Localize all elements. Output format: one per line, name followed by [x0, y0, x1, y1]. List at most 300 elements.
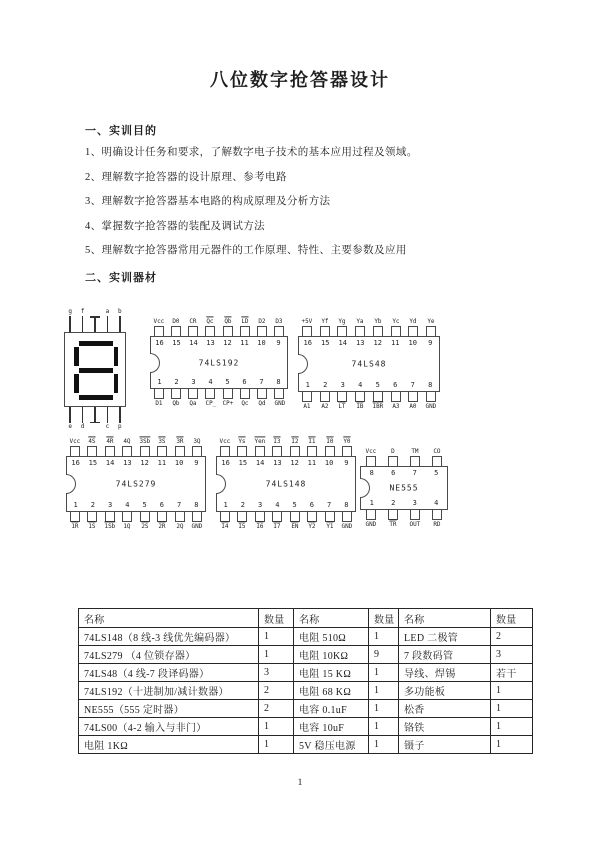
chip-pin-label-cell: [339, 436, 357, 446]
pin-label: [89, 522, 96, 530]
pin-label: GND: [191, 522, 203, 530]
chip-name: 74LS48: [351, 359, 387, 369]
chip-pin-label-cell: [236, 316, 253, 326]
chip-pin-label-cell: [334, 402, 352, 412]
pin-label: [326, 522, 333, 530]
pin-line: [94, 316, 96, 332]
pin-square: [274, 326, 284, 336]
pin-label: [224, 317, 231, 325]
pin-square: [410, 510, 420, 520]
pin-number: 8: [194, 501, 199, 509]
chip-pin-cell: [321, 446, 339, 456]
pin-label: [274, 437, 281, 445]
table-cell: 74LS279 （4 位锁存器）: [79, 646, 259, 664]
pin-label: [141, 522, 148, 530]
chip-pin-label-cell: [234, 522, 252, 532]
chip-pin-cell: [369, 326, 387, 336]
chip-pin-label-cell: [185, 399, 202, 409]
chip-body: [150, 336, 288, 389]
pin-square: [192, 512, 202, 522]
chip-pin-cell: [234, 512, 252, 522]
pin-number: 16: [155, 339, 164, 347]
chip-pin-label-cell: [304, 436, 322, 446]
pin-number: 5: [225, 378, 230, 386]
table-cell: 1: [369, 718, 399, 736]
sevenseg-pin: [76, 407, 88, 423]
pin-square: [366, 510, 376, 520]
chip-top-pins: [150, 326, 288, 336]
chip-pin-label-cell: [251, 436, 269, 446]
pin-number: 6: [159, 501, 164, 509]
pin-label-overline: $\overline{LT}$: [338, 402, 346, 410]
pin-label: [207, 317, 214, 325]
pin-label: CP_: [204, 399, 216, 407]
pin-number: 2: [323, 381, 328, 389]
chip-pin-label-cell: [189, 522, 207, 532]
table-header-cell: 数量: [369, 609, 399, 628]
pin-label-overline: $\overline{IB}$: [356, 402, 364, 410]
pin-square: [240, 326, 250, 336]
chip-pin-label-cell: [334, 316, 352, 326]
chip-pin-label-cell: [219, 399, 236, 409]
chip-pin-cell: [422, 392, 440, 402]
pin-number: 7: [410, 381, 415, 389]
pin-square: [373, 392, 383, 402]
pin-number: 13: [123, 459, 132, 467]
pin-label-overline: 1R: [71, 522, 79, 530]
chip-pin-label-cell: [119, 436, 137, 446]
chip-pin-label-cell: [202, 399, 219, 409]
chip-pin-label-cell: [316, 402, 334, 412]
pin-number: 5: [375, 381, 380, 389]
sevenseg-pin: [76, 316, 88, 332]
chip-pin-label-cell: [426, 446, 448, 456]
pin-number: 16: [303, 339, 312, 347]
chip-pin-label-cell: [219, 316, 236, 326]
chip-pin-cell: [189, 446, 207, 456]
chip-pin-cell: [298, 392, 316, 402]
chip-pin-label-cell: [136, 522, 154, 532]
pin-label-overline: 1Sb: [104, 522, 116, 530]
table-cell: 电阻 1KΩ: [79, 736, 259, 754]
pin-square: [157, 446, 167, 456]
chip-pin-label-cell: [298, 402, 316, 412]
chip-pin-cell: [202, 389, 219, 399]
pin-label: A3: [392, 402, 400, 410]
pin-label: Ya: [356, 317, 364, 325]
pin-line: [119, 407, 121, 423]
pin-label: p: [118, 423, 122, 430]
pin-label-overline: $\overline{LD}$: [241, 317, 249, 325]
pin-label-overline: $\overline{Yen}$: [254, 437, 266, 445]
pin-number: 6: [391, 469, 396, 477]
pin-label: Vcc: [219, 437, 231, 445]
chip-pin-cell: [269, 446, 287, 456]
pin-number: 11: [157, 459, 167, 467]
pin-square: [272, 446, 282, 456]
pin-square: [337, 326, 347, 336]
chip-body: [298, 336, 440, 392]
chip-body: [360, 466, 448, 510]
pin-number: 12: [223, 339, 232, 347]
chip-pin-cell: [254, 389, 271, 399]
sevenseg-top-labels: [64, 306, 126, 316]
table-cell: 多功能板: [399, 682, 491, 700]
chip-top-pin-numbers: [361, 469, 447, 477]
pin-number: 3: [340, 381, 345, 389]
pin-label-overline: 1S: [88, 522, 96, 530]
chip-pin-label-cell: [185, 316, 202, 326]
pin-number: 1: [223, 501, 228, 509]
table-cell: 2: [491, 628, 533, 646]
pin-label: [239, 522, 246, 530]
chip-pin-label-cell: [154, 522, 172, 532]
pin-square: [175, 512, 185, 522]
pin-square: [175, 446, 185, 456]
pin-label-overline: I5: [238, 522, 246, 530]
pin-square: [205, 326, 215, 336]
chip-name: 74LS279: [115, 479, 157, 489]
chip-pin-cell: [405, 392, 423, 402]
pin-label-overline: 3Sb: [139, 437, 151, 445]
pin-label: CP+: [222, 399, 234, 407]
pin-label: Qa: [189, 399, 197, 407]
pin-line: [82, 316, 84, 332]
table-row: [79, 718, 533, 736]
table-cell: 电阻 15 KΩ: [294, 664, 369, 682]
chip-pin-cell: [189, 512, 207, 522]
pin-label: CO: [433, 447, 441, 455]
pin-number: 5: [142, 501, 147, 509]
seven-segment-display-diagram: [64, 306, 126, 433]
chip-pin-cell: [66, 446, 84, 456]
chip-body: [216, 456, 356, 512]
chip-pin-cell: [304, 446, 322, 456]
chip-pin-cell: [101, 446, 119, 456]
pin-square: [290, 446, 300, 456]
chip-pin-cell: [254, 326, 271, 336]
table-header-cell: 名称: [399, 609, 491, 628]
sevenseg-pin: [114, 407, 126, 423]
chip-pin-cell: [304, 512, 322, 522]
pin-label: [309, 437, 316, 445]
chip-pin-cell: [236, 326, 253, 336]
pin-line: [94, 407, 96, 423]
table-cell: 3: [491, 646, 533, 664]
pin-number: 2: [240, 501, 245, 509]
chip-pin-label-cell: [405, 316, 423, 326]
table-row: [79, 664, 533, 682]
pin-square: [320, 326, 330, 336]
pin-label-overline: $\overline{Qb}$: [224, 317, 232, 325]
chip-pin-label-cell: [254, 316, 271, 326]
pin-label: 2Q: [176, 522, 184, 530]
sevenseg-pin: [114, 316, 126, 332]
chip-pin-cell: [84, 512, 102, 522]
pin-label: a: [105, 308, 110, 315]
table-cell: 1: [369, 682, 399, 700]
pin-number: 3: [412, 499, 417, 507]
pin-square: [171, 389, 181, 399]
chip-pin-label-cell: [271, 316, 288, 326]
pin-label: Qb: [172, 399, 180, 407]
chip-pin-cell: [286, 512, 304, 522]
pin-square: [342, 446, 352, 456]
chip-pin-cell: [286, 446, 304, 456]
sevenseg-pin: [64, 316, 76, 332]
chip-bottom-pins: [66, 512, 206, 522]
pin-label: g: [68, 308, 73, 315]
chip-pin-cell: [171, 512, 189, 522]
chip-pin-label-cell: [136, 436, 154, 446]
chip-74ls279: [66, 436, 206, 532]
sevenseg-pin: [101, 316, 113, 332]
pin-square: [355, 326, 365, 336]
pin-number: 16: [71, 459, 80, 467]
pin-label-overline: 2R: [158, 522, 166, 530]
pin-square: [188, 326, 198, 336]
chip-pin-label-cell: [66, 436, 84, 446]
pin-label-overline: $\overline{IBR}$: [372, 402, 384, 410]
objective-item: 1、明确设计任务和要求，了解数字电子技术的基本应用过程及领域。: [85, 147, 418, 158]
chip-pin-cell: [154, 512, 172, 522]
pin-label: [139, 437, 150, 445]
pin-square: [237, 446, 247, 456]
pin-square: [87, 512, 97, 522]
equipment-table: [78, 608, 533, 754]
pin-label-overline: Y1: [326, 522, 334, 530]
pin-label: Vcc: [69, 437, 81, 445]
chip-top-labels: [66, 436, 206, 446]
pin-square: [408, 392, 418, 402]
table-header-cell: 数量: [259, 609, 294, 628]
pin-number: 4: [358, 381, 363, 389]
pin-number: 12: [373, 339, 382, 347]
pin-number: 2: [391, 499, 396, 507]
chip-pin-cell: [219, 389, 236, 399]
chip-top-pins: [66, 446, 206, 456]
table-cell: 1: [369, 628, 399, 646]
chip-name: 74LS148: [265, 479, 307, 489]
chip-pin-cell: [185, 389, 202, 399]
chip-top-pins: [360, 456, 448, 466]
pin-number: 8: [344, 501, 349, 509]
pin-label: 4Q: [123, 437, 131, 445]
pin-label-overline: $\overline{EN}$: [291, 522, 299, 530]
chip-pin-cell: [422, 326, 440, 336]
chip-notch: [150, 353, 160, 373]
chip-pin-label-cell: [286, 436, 304, 446]
section-heading-objectives: 一、实训目的: [85, 125, 157, 137]
pin-label-overline: $\overline{Qc}$: [206, 317, 214, 325]
table-cell: 镊子: [399, 736, 491, 754]
chip-pin-cell: [167, 389, 184, 399]
pin-label: D2: [258, 317, 266, 325]
pin-label: 1Q: [123, 522, 131, 530]
pin-label-overline: I2: [291, 437, 299, 445]
table-cell: NE555（555 定时器）: [79, 700, 259, 718]
common-pin-bar: [90, 316, 100, 318]
pin-number: 9: [276, 339, 281, 347]
pin-square: [432, 456, 442, 466]
chip-pin-cell: [404, 510, 426, 520]
table-cell: 2: [259, 700, 294, 718]
table-row: [79, 646, 533, 664]
pin-label-overline: 3R: [176, 437, 184, 445]
chip-pin-label-cell: [339, 522, 357, 532]
pin-square: [366, 456, 376, 466]
pin-number: 1: [305, 381, 310, 389]
pin-number: 9: [344, 459, 349, 467]
chip-pin-cell: [234, 446, 252, 456]
chip-pin-label-cell: [66, 522, 84, 532]
sevenseg-pin-label: [114, 423, 126, 433]
chip-pin-label-cell: [316, 316, 334, 326]
pin-number: 15: [88, 459, 98, 467]
pin-square: [391, 326, 401, 336]
table-cell: 1: [491, 718, 533, 736]
chip-pin-cell: [351, 326, 369, 336]
pin-number: 8: [276, 378, 281, 386]
pin-square: [388, 456, 398, 466]
chip-top-labels: [150, 316, 288, 326]
pin-number: 10: [324, 459, 334, 467]
table-cell: 1: [369, 736, 399, 754]
chip-pin-label-cell: [154, 436, 172, 446]
pin-square: [220, 446, 230, 456]
pin-square: [302, 392, 312, 402]
pin-number: 13: [356, 339, 365, 347]
pin-label: b: [118, 308, 122, 315]
pin-label: GND: [365, 520, 377, 528]
chip-pin-label-cell: [360, 520, 382, 530]
pin-label: TM: [411, 447, 419, 455]
pin-number: 3: [258, 501, 263, 509]
table-cell: 铬铁: [399, 718, 491, 736]
chip-pin-cell: [216, 446, 234, 456]
chip-pin-label-cell: [304, 522, 322, 532]
pin-square: [122, 512, 132, 522]
pin-label: OUT: [409, 520, 421, 528]
chip-pin-cell: [269, 512, 287, 522]
chip-bottom-pin-numbers: [151, 378, 287, 386]
pin-square: [105, 512, 115, 522]
chip-pin-cell: [382, 510, 404, 520]
pin-square: [171, 326, 181, 336]
segment-a: [79, 341, 113, 346]
table-cell: 3: [259, 664, 294, 682]
chip-pin-cell: [167, 326, 184, 336]
pin-label-overline: I7: [273, 522, 281, 530]
pin-label-overline: 4R: [106, 437, 114, 445]
segment-b: [114, 347, 119, 366]
common-pin-bar: [90, 422, 100, 424]
pin-label-overline: Y0: [343, 437, 351, 445]
chip-bottom-labels: [150, 399, 288, 409]
pin-square: [223, 326, 233, 336]
pin-label-overline: I3: [273, 437, 281, 445]
pin-label: Yb: [374, 317, 382, 325]
chip-pin-label-cell: [369, 316, 387, 326]
pin-square: [157, 512, 167, 522]
chip-pin-cell: [298, 326, 316, 336]
pin-number: 1: [369, 499, 374, 507]
table-cell: 74LS148（8 线-3 线优先编码器）: [79, 628, 259, 646]
sevenseg-pin-label: [101, 423, 113, 433]
segment-d: [79, 395, 113, 400]
pin-square: [105, 446, 115, 456]
sevenseg-pin: [101, 407, 113, 423]
sevenseg-pin-label: [76, 423, 88, 433]
pin-number: 10: [174, 459, 184, 467]
pin-square: [373, 326, 383, 336]
table-cell: 电阻 68 KΩ: [294, 682, 369, 700]
table-header-cell: 名称: [294, 609, 369, 628]
chip-pin-cell: [154, 446, 172, 456]
objectives-list: [85, 141, 555, 264]
chip-notch: [360, 478, 370, 498]
pin-square: [272, 512, 282, 522]
pin-number: 5: [292, 501, 297, 509]
objective-item: 3、理解数字抢答器基本电路的构成原理及分析方法: [85, 196, 331, 208]
pin-square: [391, 392, 401, 402]
pin-number: 4: [125, 501, 130, 509]
chip-pin-label-cell: [171, 436, 189, 446]
objective-item: 4、掌握数字抢答器的装配及调试方法: [85, 220, 266, 232]
pin-square: [240, 389, 250, 399]
chip-bottom-pins: [360, 510, 448, 520]
chip-pin-cell: [171, 446, 189, 456]
chip-bottom-pin-numbers: [67, 501, 205, 509]
pin-number: 6: [242, 378, 247, 386]
pin-number: 14: [189, 339, 198, 347]
chip-pin-label-cell: [236, 399, 253, 409]
pin-label: Qd: [258, 399, 266, 407]
pin-square: [355, 392, 365, 402]
chip-pin-label-cell: [269, 436, 287, 446]
chip-pin-label-cell: [101, 436, 119, 446]
chip-pin-cell: [236, 389, 253, 399]
page-title: 八位数字抢答器设计: [210, 70, 390, 90]
pin-number: 2: [90, 501, 95, 509]
pin-label-overline: Y2: [308, 522, 316, 530]
table-row: [79, 700, 533, 718]
sevenseg-pin-label: [101, 306, 113, 316]
pin-line: [69, 407, 71, 423]
pin-label: Yg: [338, 317, 346, 325]
segment-g: [79, 368, 113, 373]
pin-line: [119, 316, 121, 332]
pin-square: [337, 392, 347, 402]
chip-pin-cell: [66, 512, 84, 522]
chip-pin-cell: [251, 512, 269, 522]
pin-square: [290, 512, 300, 522]
pin-label-overline: I4: [221, 522, 229, 530]
pin-label: [326, 437, 333, 445]
pin-square: [325, 446, 335, 456]
pin-line: [69, 316, 71, 332]
pin-square: [410, 456, 420, 466]
chip-notch: [216, 474, 226, 494]
pin-line: [107, 316, 109, 332]
pin-number: 6: [393, 381, 398, 389]
pin-square: [70, 512, 80, 522]
sevenseg-pin-label: [89, 306, 101, 316]
chip-top-labels: [360, 446, 448, 456]
chip-pin-cell: [426, 510, 448, 520]
chip-pin-cell: [405, 326, 423, 336]
pin-label: RD: [433, 520, 441, 528]
